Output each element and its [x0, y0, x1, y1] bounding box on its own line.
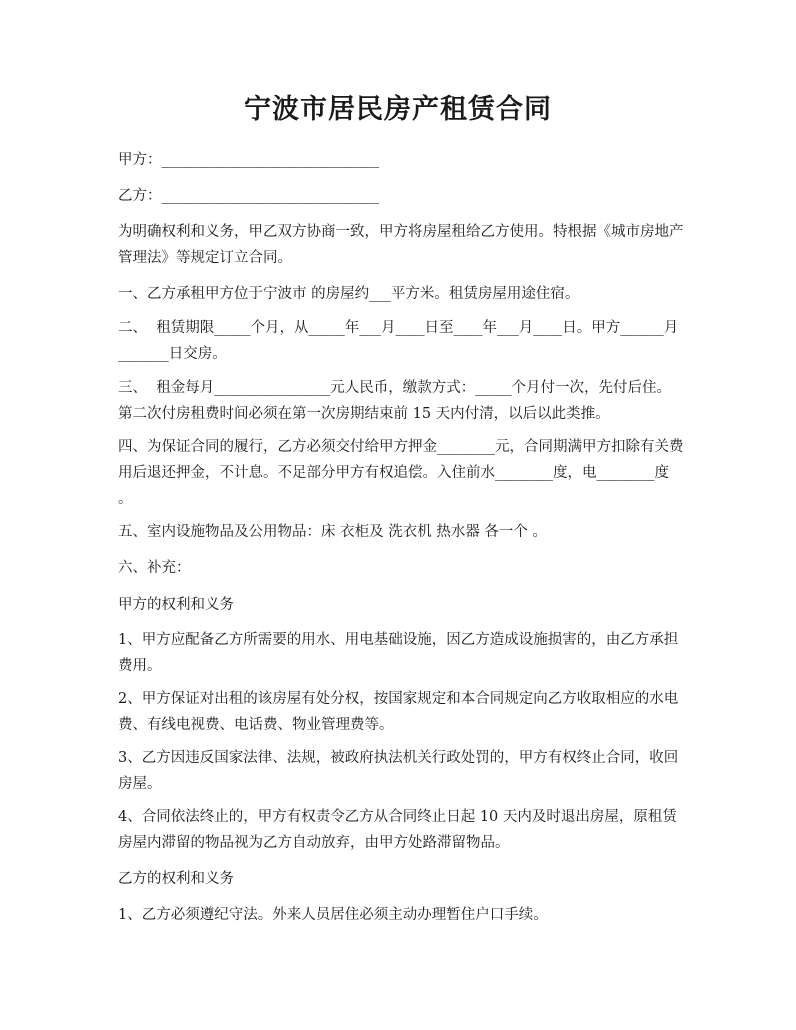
clause-3: 三、 租金每月________________元人民币，缴款方式：_____个月付一次，先付后住。第二次付房租费时间必须在第一次房期结束前 15 天内付清，以后以此类推。 [118, 380, 671, 422]
clause-4: 四、为保证合同的履行，乙方必须交付给甲方押金________元，合同期满甲方扣除有关费用后退还押金，不计息。不足部分甲方有权追偿。入住前水________度，电________度 。 [118, 439, 684, 507]
section-a-heading: 甲方的权利和义务 [118, 597, 234, 613]
clause-1: 一、乙方承租甲方位于宁波市 的房屋约___平方米。租赁房屋用途住宿。 [118, 286, 580, 302]
party-a-item-2: 2、甲方保证对出租的该房屋有处分权，按国家规定和本合同规定向乙方收取相应的水电费、有线电视费、电话费、物业管理费等。 [118, 691, 679, 733]
party-a-item-1: 1、甲方应配备乙方所需要的用水、用电基础设施，因乙方造成设施损害的，由乙方承担费用。 [118, 632, 679, 674]
preamble-paragraph: 为明确权利和义务，甲乙双方协商一致，甲方将房屋租给乙方使用。特根据《城市房地产管理法》等规定订立合同。 [118, 224, 684, 266]
document-title: 宁波市居民房产租赁合同 [244, 94, 552, 125]
clause-5: 五、室内设施物品及公用物品：床 衣柜及 洗衣机 热水器 各一个 。 [118, 524, 548, 540]
party-b-line: 乙方：______________________________ [118, 188, 379, 204]
party-b-item-1: 1、乙方必须遵纪守法。外来人员居住必须主动办理暂住户口手续。 [118, 907, 548, 923]
party-a-item-4: 4、合同依法终止的，甲方有权责令乙方从合同终止日起 10 天内及时退出房屋，原租赁房屋内滞留的物品视为乙方自动放弃，由甲方处路滞留物品。 [118, 809, 677, 851]
party-a-line: 甲方：______________________________ [118, 152, 379, 168]
party-a-item-3: 3、乙方因违反国家法律、法规，被政府执法机关行政处罚的，甲方有权终止合同，收回房屋。 [118, 750, 679, 792]
clause-2: 二、 租赁期限_____个月，从_____年___月____日至____年___月____日。甲方______月_______日交房。 [118, 320, 679, 362]
section-b-heading: 乙方的权利和义务 [118, 871, 234, 887]
clause-6: 六、补充： [118, 560, 191, 576]
